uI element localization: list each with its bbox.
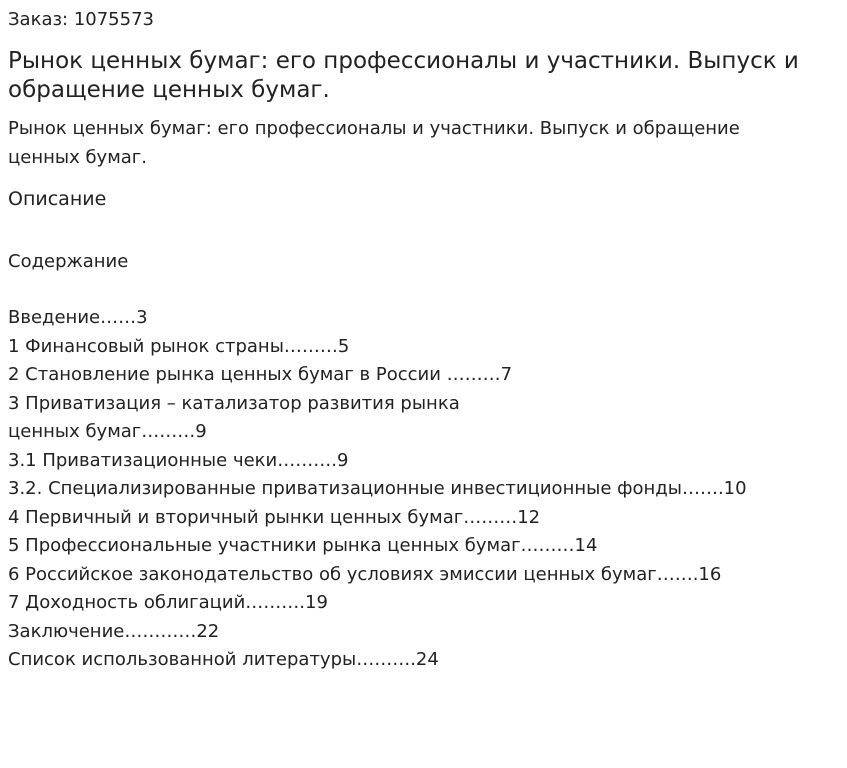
order-number: Заказ: 1075573: [8, 9, 154, 30]
page-title: Рынок ценных бумаг: его профессионалы и участники. Выпуск и обращение ценных бумаг.: [8, 48, 799, 103]
toc-item: 2 Становление рынка ценных бумаг в России ………7: [8, 364, 513, 385]
toc-item: Введение……3: [8, 307, 148, 328]
toc-item: 5 Профессиональные участники рынка ценных бумаг………14: [8, 535, 598, 556]
toc-item: Список использованной литературы……….24: [8, 649, 439, 670]
toc-item: 7 Доходность облигаций……….19: [8, 592, 328, 613]
description-heading: Описание: [8, 188, 107, 210]
toc-item: Заключение…………22: [8, 620, 220, 642]
toc-item: 1 Финансовый рынок страны………5: [8, 335, 350, 357]
toc-item: 6 Российское законодательство об условиях эмиссии ценных бумаг…….16: [8, 563, 722, 585]
toc-item: 4 Первичный и вторичный рынки ценных бумаг………12: [8, 506, 541, 528]
toc-item: 3.1 Приватизационные чеки……….9: [8, 449, 349, 471]
toc-item: 3.2. Специализированные приватизационные инвестиционные фонды…….10: [8, 478, 747, 499]
toc-item: 3 Приватизация – катализатор развития рынка: [8, 392, 460, 414]
table-of-contents: [8, 304, 747, 675]
toc-item: ценных бумаг………9: [8, 421, 207, 442]
lead-paragraph: Рынок ценных бумаг: его профессионалы и участники. Выпуск и обращение ценных бумаг.: [8, 118, 740, 168]
contents-heading: Содержание: [8, 251, 129, 272]
